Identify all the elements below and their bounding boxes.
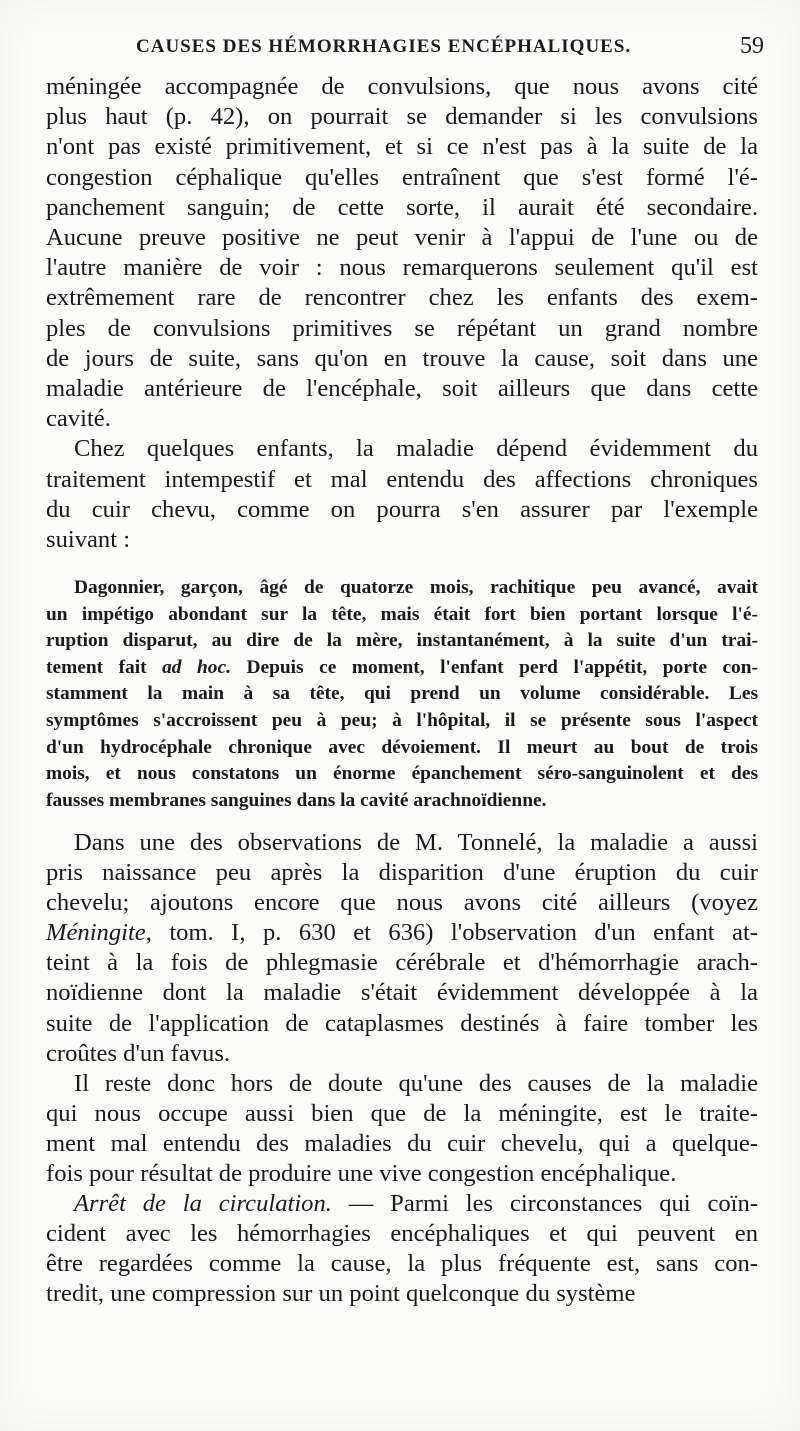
body-text-upper [46, 72, 758, 555]
obs-line: mois, et nous constatons un énorme épanchement séro-sanguinolent et des [46, 763, 758, 785]
text-line: ples de convulsions primitives se répétant un grand nombre [46, 314, 758, 342]
text-line: suite de l'application de cataplasmes destinés à faire tomber les [46, 1009, 758, 1037]
text-line [46, 1189, 758, 1219]
text-line: Chez quelques enfants, la maladie dépend évidemment du [74, 435, 758, 463]
text-line: maladie antérieure de l'encéphale, soit ailleurs que dans cette [46, 375, 758, 403]
text-line: qui nous occupe aussi bien que de la méningite, est le traite- [46, 1099, 758, 1127]
page-header [0, 33, 800, 70]
text-line: teint à la fois de phlegmasie cérébrale et d'hémorrhagie arach- [46, 949, 758, 977]
text-line: du cuir chevu, comme on pourra s'en assurer par l'exemple [46, 495, 758, 523]
text-span: — Parmi les circonstances qui coïn- [331, 1190, 759, 1218]
text-line: chevelu; ajoutons encore que nous avons cité ailleurs (voyez [46, 889, 758, 917]
obs-line: symptômes s'accroissent peu à peu; à l'hôpital, il se présente sous l'aspect [46, 709, 758, 731]
text-line: plus haut (p. 42), on pourrait se demander si les convulsions [46, 103, 758, 131]
paragraph-2 [46, 434, 758, 555]
text-line: méningée accompagnée de convulsions, que nous avons cité [46, 73, 758, 100]
obs-line: Dagonnier, garçon, âgé de quatorze mois, rachitique peu avancé, avait [74, 577, 758, 598]
text-line: cident avec les hémorrhagies encéphaliques et qui peuvent en [46, 1220, 758, 1248]
text-line: Dans une des observations de M. Tonnelé, la maladie a aussi [74, 829, 758, 856]
text-line: traitement intempestif et mal entendu des affections chroniques [46, 465, 758, 493]
text-line: l'autre manière de voir : nous remarquerons seulement qu'il est [46, 254, 758, 282]
obs-text: Depuis ce moment, l'enfant perd l'appétit, porte con- [230, 656, 758, 678]
obs-line [46, 655, 758, 682]
running-title: CAUSES DES HÉMORRHAGIES ENCÉPHALIQUES. [136, 36, 632, 57]
text-line: n'ont pas existé primitivement, et si ce n'est pas à la suite de la [46, 133, 758, 161]
section-heading-italic: Arrêt de la circulation. [74, 1190, 332, 1218]
observation-block [46, 575, 758, 814]
text-line: congestion céphalique qu'elles entraînent que s'est formé l'é- [46, 163, 758, 191]
paragraph-1 [46, 72, 758, 434]
obs-line: stamment la main à sa tête, qui prend un volume considérable. Les [46, 683, 758, 705]
body-text-lower [46, 828, 758, 1310]
obs-line: ruption disparut, au dire de la mère, instantanément, à la suite d'un trai- [46, 630, 758, 652]
obs-text: tement fait [46, 656, 163, 678]
text-line: être regardées comme la cause, la plus fréquente est, sans con- [46, 1250, 758, 1278]
text-span: , tom. I, p. 630 et 636) l'observation d'un enfant at- [145, 919, 758, 947]
text-line [46, 918, 758, 948]
text-line: croûtes d'un favus. [46, 1039, 231, 1067]
text-line: extrêmement rare de rencontrer chez les enfants des exem- [46, 284, 758, 312]
text-line: Il reste donc hors de doute qu'une des causes de la maladie [74, 1069, 758, 1097]
text-line: fois pour résultat de produire une vive congestion encéphalique. [46, 1160, 677, 1188]
text-line: suivant : [46, 526, 131, 554]
obs-italic: ad hoc. [162, 656, 231, 678]
italic-text: Méningite [46, 919, 146, 947]
paragraph-5 [46, 1189, 758, 1309]
text-line: pris naissance peu après la disparition d'une éruption du cuir [46, 859, 758, 887]
text-line: Aucune preuve positive ne peut venir à l'appui de l'une ou de [46, 224, 758, 252]
text-line: de jours de suite, sans qu'on en trouve la cause, soit dans une [46, 344, 758, 372]
obs-line: d'un hydrocéphale chronique avec dévoiement. Il meurt au bout de trois [46, 736, 758, 758]
obs-line: un impétigo abondant sur la tête, mais était fort bien portant lorsque l'é- [46, 603, 758, 625]
text-line: panchement sanguin; de cette sorte, il aurait été secondaire. [46, 193, 758, 221]
text-line: tredit, une compression sur un point quelconque du système [46, 1280, 636, 1308]
text-line: noïdienne dont la maladie s'était évidemment développée à la [46, 979, 758, 1007]
text-line: ment mal entendu des maladies du cuir chevelu, qui a quelque- [46, 1129, 758, 1157]
obs-line: fausses membranes sanguines dans la cavité arachnoïdienne. [46, 789, 547, 811]
text-line: cavité. [46, 405, 111, 433]
paragraph-3 [46, 828, 758, 1069]
paragraph-4 [46, 1069, 758, 1189]
page-number: 59 [740, 33, 764, 59]
